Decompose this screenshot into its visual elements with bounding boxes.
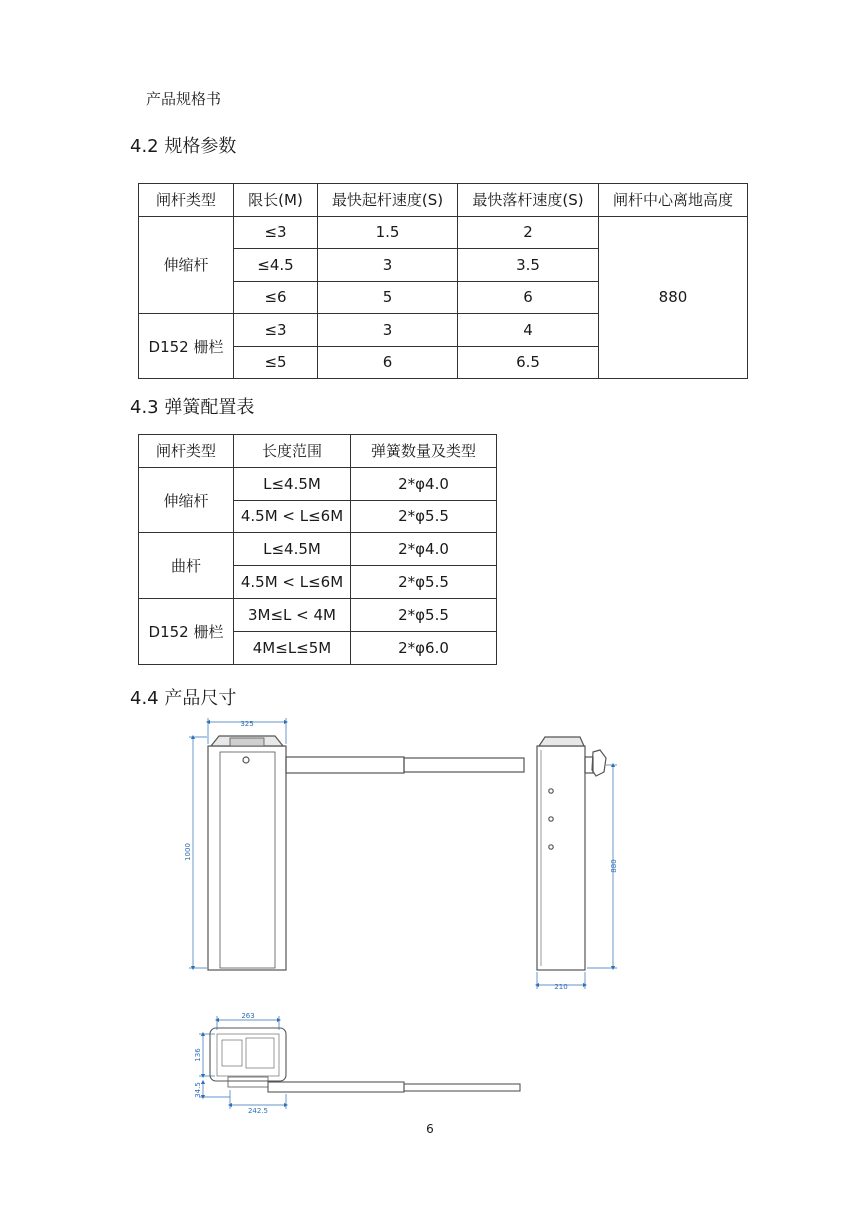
front-door — [220, 752, 275, 968]
spring-cell: 2*φ4.0 — [351, 467, 497, 500]
column-header: 闸杆类型 — [139, 184, 234, 217]
length-range-cell: 4.5M < L≤6M — [234, 500, 351, 533]
side-dimensions — [537, 765, 617, 989]
length-range-cell: L≤4.5M — [234, 533, 351, 566]
column-header: 弹簧数量及类型 — [351, 435, 497, 468]
top-width-label: 263 — [241, 1012, 255, 1020]
front-dimensions — [189, 718, 286, 968]
length-range-cell: L≤4.5M — [234, 467, 351, 500]
up-speed-cell: 1.5 — [318, 216, 458, 249]
top-motor — [222, 1040, 242, 1066]
column-header: 限长(M) — [234, 184, 318, 217]
barrier-type-cell: D152 栅栏 — [139, 598, 234, 664]
top-arm-offset-label: 242.5 — [247, 1107, 269, 1115]
down-speed-cell: 4 — [458, 314, 599, 347]
down-speed-cell: 3.5 — [458, 249, 599, 282]
length-range-cell: 4M≤L≤5M — [234, 631, 351, 664]
limit-cell: ≤3 — [234, 216, 318, 249]
up-speed-cell: 6 — [318, 346, 458, 379]
column-header: 最快起杆速度(S) — [318, 184, 458, 217]
section-heading-specs: 4.2 规格参数 — [130, 136, 237, 157]
top-gearbox — [246, 1038, 274, 1068]
spring-cell: 2*φ4.0 — [351, 533, 497, 566]
spring-cell: 2*φ5.5 — [351, 598, 497, 631]
side-width-label: 210 — [554, 983, 568, 991]
limit-cell: ≤6 — [234, 281, 318, 314]
spring-cell: 2*φ5.5 — [351, 500, 497, 533]
front-height-label: 1000 — [184, 843, 192, 861]
barrier-type-cell: 曲杆 — [139, 533, 234, 599]
column-header: 闸杆类型 — [139, 435, 234, 468]
spring-cell: 2*φ6.0 — [351, 631, 497, 664]
barrier-type-cell: 伸缩杆 — [139, 467, 234, 533]
side-hole — [549, 845, 553, 849]
lock-icon — [243, 757, 249, 763]
height-cell: 880 — [599, 216, 748, 379]
limit-cell: ≤5 — [234, 346, 318, 379]
side-arm-end — [592, 750, 606, 776]
side-hole — [549, 817, 553, 821]
barrier-type-cell: D152 栅栏 — [139, 314, 234, 379]
barrier-arm-telescopic — [404, 758, 524, 772]
column-header: 最快落杆速度(S) — [458, 184, 599, 217]
down-speed-cell: 2 — [458, 216, 599, 249]
side-cap — [539, 737, 584, 746]
top-depth-label: 136 — [194, 1048, 202, 1062]
top-offset-label: 34.5 — [194, 1082, 202, 1098]
column-header: 长度范围 — [234, 435, 351, 468]
top-arm-mount — [228, 1077, 268, 1087]
length-range-cell: 4.5M < L≤6M — [234, 566, 351, 599]
length-range-cell: 3M≤L < 4M — [234, 598, 351, 631]
front-width-label: 325 — [240, 720, 254, 728]
top-cabinet — [210, 1028, 286, 1081]
front-view — [208, 736, 524, 970]
top-arm-base — [268, 1082, 404, 1092]
side-view — [537, 737, 606, 970]
top-view — [210, 1028, 520, 1092]
barrier-arm-base — [286, 757, 404, 773]
limit-cell: ≤4.5 — [234, 249, 318, 282]
up-speed-cell: 3 — [318, 314, 458, 347]
limit-cell: ≤3 — [234, 314, 318, 347]
section-heading-dimensions: 4.4 产品尺寸 — [130, 688, 237, 709]
barrier-type-cell: 伸缩杆 — [139, 216, 234, 314]
side-height-label: 880 — [610, 859, 618, 873]
down-speed-cell: 6 — [458, 281, 599, 314]
up-speed-cell: 3 — [318, 249, 458, 282]
top-arm-telescopic — [404, 1084, 520, 1091]
side-cabinet — [537, 746, 585, 970]
spring-cell: 2*φ5.5 — [351, 566, 497, 599]
front-cap-top — [230, 738, 264, 746]
section-heading-springs: 4.3 弹簧配置表 — [130, 397, 255, 418]
page-number: 6 — [426, 1122, 434, 1136]
column-header: 闸杆中心离地高度 — [599, 184, 748, 217]
down-speed-cell: 6.5 — [458, 346, 599, 379]
side-hole — [549, 789, 553, 793]
document-header: 产品规格书 — [146, 90, 222, 108]
up-speed-cell: 5 — [318, 281, 458, 314]
